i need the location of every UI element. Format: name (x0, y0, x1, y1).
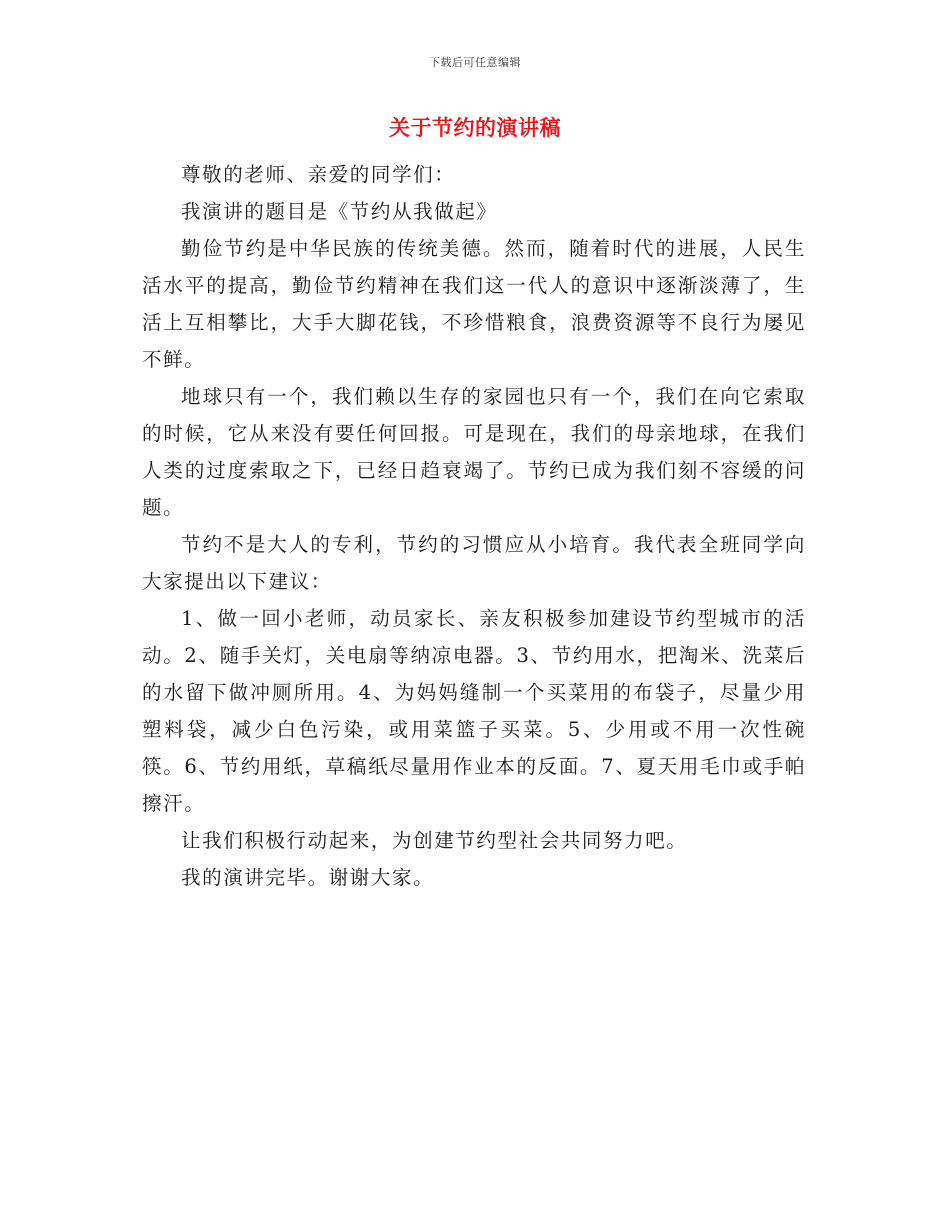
paragraph-habit: 节约不是大人的专利，节约的习惯应从小培育。我代表全班同学向大家提出以下建议： (142, 533, 806, 593)
header-note: 下载后可任意编辑 (429, 56, 521, 69)
paragraph-tradition: 勤俭节约是中华民族的传统美德。然而，随着时代的进展，人民生活水平的提高，勤俭节约精神在我们这一代人的意识中逐渐淡薄了，生活上互相攀比，大手大脚花钱，不珍惜粮食，浪费资源等不良行为屡见不鲜。 (142, 237, 806, 371)
paragraph-closing: 我的演讲完毕。谢谢大家。 (181, 866, 435, 889)
paragraph-salutation: 尊敬的老师、亲爱的同学们： (181, 163, 456, 186)
document-title: 关于节约的演讲稿 (389, 116, 561, 140)
paragraph-topic: 我演讲的题目是《节约从我做起》 (181, 200, 498, 223)
paragraph-suggestions: 1、做一回小老师，动员家长、亲友积极参加建设节约型城市的活动。2、随手关灯，关电扇等纳凉电器。3、节约用水，把淘米、洗菜后的水留下做冲厕所用。4、为妈妈缝制一个买菜用的布袋子，尽量少用塑料袋，减少白色污染，或用菜篮子买菜。5、少用或不用一次性碗筷。6、节约用纸，草稿纸尽量用作业本的反面。7、夏天用毛巾或手帕擦汗。 (142, 607, 806, 815)
document-body (142, 156, 806, 896)
paragraph-call-to-action: 让我们积极行动起来，为创建节约型社会共同努力吧。 (181, 829, 688, 852)
paragraph-earth: 地球只有一个，我们赖以生存的家园也只有一个，我们在向它索取的时候，它从来没有要任何回报。可是现在，我们的母亲地球，在我们人类的过度索取之下，已经日趋衰竭了。节约已成为我们刻不容缓的问题。 (142, 385, 806, 519)
